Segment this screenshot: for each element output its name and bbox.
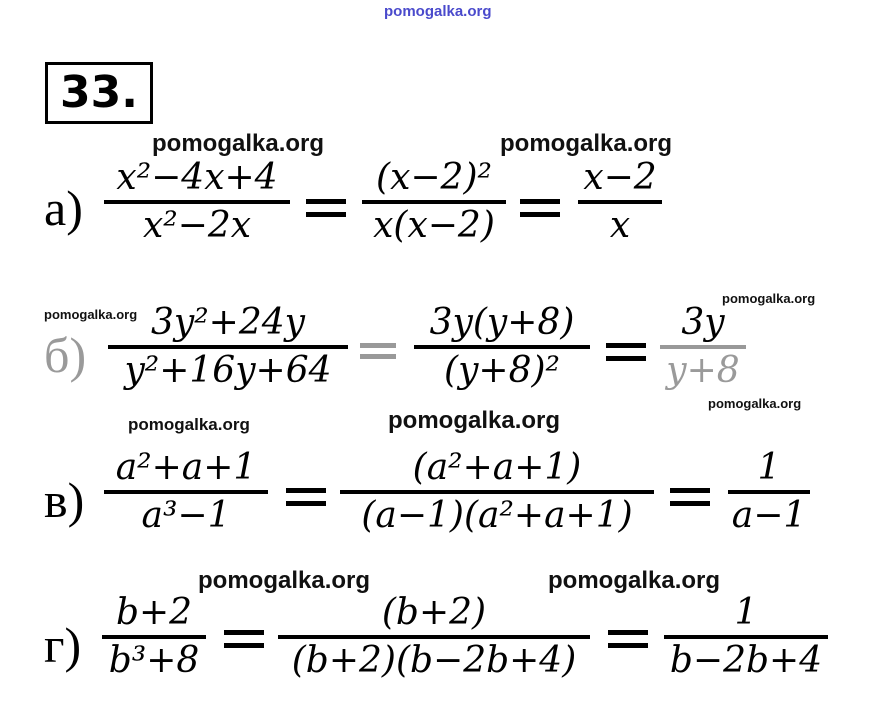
numerator: 3y: [681, 302, 725, 343]
equals-sign: [306, 199, 346, 217]
watermark: pomogalka.org: [500, 130, 673, 157]
fraction-g-1: [102, 592, 206, 681]
numerator: (a²+a+1): [412, 447, 582, 488]
watermark-top: pomogalka.org: [384, 3, 492, 20]
fraction-a-1: [104, 157, 290, 246]
denominator: a−1: [731, 495, 807, 536]
fraction-v-3: [728, 447, 810, 536]
equals-sign: [286, 488, 326, 506]
equals-sign: [520, 199, 560, 217]
fraction-bar: [664, 635, 828, 639]
fraction-bar: [340, 490, 654, 494]
fraction-bar: [362, 200, 506, 204]
part-label-a: а): [44, 180, 83, 236]
denominator: x²−2x: [142, 205, 252, 246]
watermark: pomogalka.org: [44, 307, 138, 322]
part-label-v: в): [44, 472, 85, 528]
watermark: pomogalka.org: [152, 130, 325, 157]
numerator: (x−2)²: [376, 157, 492, 198]
equals-sign: [608, 630, 648, 648]
fraction-bar: [108, 345, 348, 349]
fraction-b-3: [660, 302, 746, 391]
fraction-a-3: [578, 157, 662, 246]
numerator: 1: [757, 447, 781, 488]
fraction-bar: [278, 635, 590, 639]
equals-sign: [224, 630, 264, 648]
part-label-g: г): [44, 617, 82, 673]
denominator: a³−1: [141, 495, 231, 536]
denominator: y+8: [666, 350, 740, 391]
fraction-v-2: [340, 447, 654, 536]
denominator: x: [609, 205, 631, 246]
watermark: pomogalka.org: [722, 291, 816, 306]
numerator: b+2: [115, 592, 193, 633]
fraction-bar: [102, 635, 206, 639]
fraction-bar: [660, 345, 746, 349]
problem-number: 33.: [45, 62, 153, 124]
fraction-a-2: [362, 157, 506, 246]
denominator: (b+2)(b−2b+4): [291, 640, 577, 681]
denominator: (a−1)(a²+a+1): [361, 495, 633, 536]
denominator: b³+8: [108, 640, 200, 681]
numerator: 3y²+24y: [151, 302, 305, 343]
denominator: b−2b+4: [669, 640, 823, 681]
fraction-bar: [414, 345, 590, 349]
equals-sign: [606, 343, 646, 361]
numerator: a²+a+1: [115, 447, 257, 488]
watermark: pomogalka.org: [388, 407, 561, 434]
numerator: x²−4x+4: [116, 157, 278, 198]
equals-sign: [670, 488, 710, 506]
fraction-bar: [104, 200, 290, 204]
watermark: pomogalka.org: [548, 567, 721, 594]
numerator: 1: [734, 592, 758, 633]
denominator: y²+16y+64: [124, 350, 332, 391]
fraction-b-2: [414, 302, 590, 391]
fraction-bar: [728, 490, 810, 494]
fraction-bar: [578, 200, 662, 204]
numerator: x−2: [583, 157, 657, 198]
fraction-g-3: [664, 592, 828, 681]
fraction-g-2: [278, 592, 590, 681]
part-label-b: б): [44, 327, 87, 383]
denominator: x(x−2): [373, 205, 495, 246]
denominator: (y+8)²: [444, 350, 560, 391]
fraction-b-1: [108, 302, 348, 391]
fraction-v-1: [104, 447, 268, 536]
watermark: pomogalka.org: [128, 415, 250, 434]
numerator: 3y(y+8): [429, 302, 575, 343]
watermark: pomogalka.org: [198, 567, 371, 594]
fraction-bar: [104, 490, 268, 494]
numerator: (b+2): [381, 592, 487, 633]
equals-sign: [360, 343, 396, 359]
watermark: pomogalka.org: [708, 396, 802, 411]
